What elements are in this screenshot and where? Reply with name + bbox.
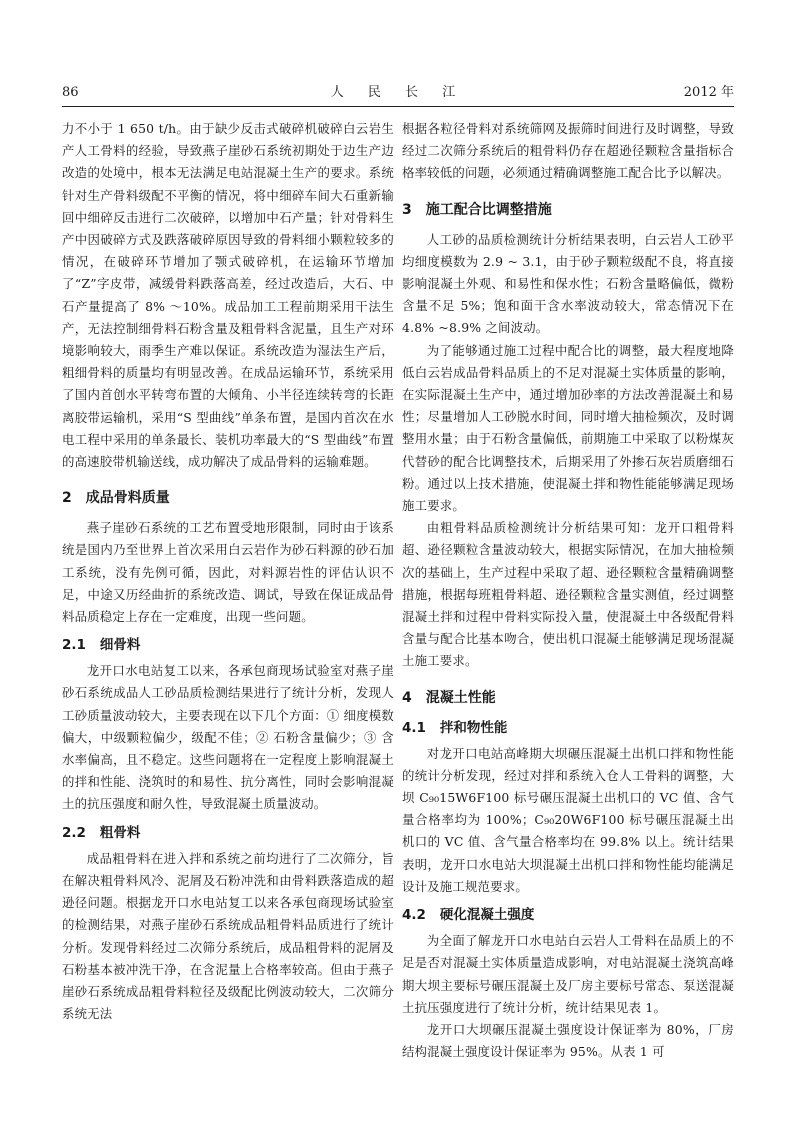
section-number: 2 <box>62 490 72 507</box>
paragraph: 燕子崖砂石系统的工艺布置受地形限制，同时由于该系统是国内乃至世界上首次采用白云岩作为砂石料源的砂石加工系统，没有先例可循，因此，对料源岩性的评估认识不足，中途又历经曲折的系统改造、调试，导致在保证成品骨料品质稳定上存在一定难度，出现一些问题。 <box>62 520 394 625</box>
journal-year: 2012 年 <box>683 85 734 100</box>
journal-title: 人 民 长 江 <box>330 85 466 100</box>
section-heading-2 <box>62 487 394 509</box>
section-number: 3 <box>402 201 412 218</box>
subsection-title: 粗骨料 <box>99 824 141 841</box>
subsection-title: 硬化混凝土强度 <box>439 907 535 924</box>
section-title: 施工配合比调整措施 <box>425 201 552 218</box>
section-title: 混凝土性能 <box>425 689 496 706</box>
paragraph: 对龙开口电站高峰期大坝碾压混凝土出机口拌和物性能的统计分析发现，经过对拌和系统入仓人工骨料的调整，大坝 C₉₀15W6F100 标号碾压混凝土出机口的 VC 值、含气量合格率均为 100%；C₉₀20W6F100 标号碾压混凝土出机口的 VC 值、含气量合格率均在 99.8% 以上。统计结果表明，龙开口水电站大坝混凝土出机口拌和物性能均能满足设计及施工规范要求。 <box>402 745 734 894</box>
subsection-number: 4.1 <box>402 719 426 736</box>
paragraph: 龙开口水电站复工以来，各承包商现场试验室对燕子崖砂石系统成品人工砂品质检测结果进行了统计分析，发现人工砂质量波动较大，主要表现在以下几个方面：① 细度模数偏大，中级颗粒偏少，级配不佳；② 石粉含量偏少；③ 含水率偏高，且不稳定。这些问题将在一定程度上影响混凝土的拌和性能、浇筑时的和易性、抗分离性，同时会影响混凝土的抗压强度和耐久性，导致混凝土质量波动。 <box>62 663 394 812</box>
page-number: 86 <box>62 85 79 100</box>
paragraph: 成品粗骨料在进入拌和系统之前均进行了二次筛分，旨在解决粗骨料风冷、泥屑及石粉冲洗和由骨料跌落造成的超逊径问题。根据龙开口水电站复工以来各承包商现场试验室的检测结果，对燕子崖砂石系统成品粗骨料品质进行了统计分析。发现骨料经过二次筛分系统后，成品粗骨料的泥屑及石粉基本被冲洗干净，在含泥量上合格率较高。但由于燕子崖砂石系统成品粗骨料粒径及级配比例波动较大，二次筛分系统无法 <box>62 850 394 1022</box>
paragraph: 人工砂的品质检测统计分析结果表明，白云岩人工砂平均细度模数为 2.9 ~ 3.1，由于砂子颗粒级配不良，将直接影响混凝土外观、和易性和保水性；石粉含量略偏低，微粉含量不足 5%；饱和面干含水率波动较大，常态情况下在 4.8% ~8.9% 之间波动。 <box>402 231 734 336</box>
paragraph: 为了能够通过施工过程中配合比的调整，最大程度地降低白云岩成品骨料品质上的不足对混凝土实体质量的影响，在实际混凝土生产中，通过增加砂率的方法改善混凝土和易性；尽量增加人工砂脱水时间，同时增大抽检频次，及时调整用水量；由于石粉含量偏低，前期施工中采取了以粉煤灰代替砂的配合比调整技术，后期采用了外掺石灰岩质磨细石粉。通过以上技术措施，使混凝土拌和物性能能够满足现场施工要求。 <box>402 342 734 514</box>
right-column <box>402 118 734 1063</box>
subsection-number: 4.2 <box>402 907 426 924</box>
section-heading-3 <box>402 199 734 221</box>
paragraph: 由粗骨料品质检测统计分析结果可知：龙开口粗骨料超、逊径颗粒含量波动较大，根据实际情况，在加大抽检频次的基础上，生产过程中采取了超、逊径颗粒含量精确调整措施，根据每班粗骨料超、逊径颗粒含量实测值，经过调整混凝土拌和过程中骨料实际投入量，使混凝土中各级配骨料含量与配合比基本吻合，使出机口混凝土能够满足现场混凝土施工要求。 <box>402 520 734 669</box>
paragraph: 为全面了解龙开口水电站白云岩人工骨料在品质上的不足是否对混凝土实体质量造成影响，对电站混凝土浇筑高峰期大坝主要标号碾压混凝土及厂房主要标号常态、泵送混凝土抗压强度进行了统计分析，统计结果见表 1。 <box>402 933 734 1015</box>
paragraph: 力不小于 1 650 t/h。由于缺少反击式破碎机破碎白云岩生产人工骨料的经验，导致燕子崖砂石系统初期处于边生产边改造的处境中，根本无法满足电站混凝土生产的要求。系统针对生产骨料级配不平衡的情况，将中细碎车间大石重新输回中细碎反击进行二次破碎，以增加中石产量；针对骨料生产中因破碎方式及跌落破碎原因导致的骨料细小颗粒较多的情况，在破碎环节增加了颚式破碎机，在运输环节增加了“Z”字皮带，减缓骨料跌落高差，经过改造后，大石、中石产量提高了 8% ～10%。成品加工工程前期采用干法生产，无法控制细骨料石粉含量及粗骨料含泥量，且生产对环境影响较大，雨季生产难以保证。系统改造为湿法生产后，粗细骨料的质量均有明显改善。在成品运输环节，系统采用了国内首创水平转弯布置的大倾角、小半径连续转弯的长距离胶带运输机，采用“S 型曲线”单条布置，是国内首次在水电工程中采用的单条最长、装机功率最大的“S 型曲线”布置的高速胶带机输送线，成功解决了成品骨料的运输难题。 <box>62 121 394 470</box>
left-column <box>62 118 394 1025</box>
subsection-title: 拌和物性能 <box>439 719 508 736</box>
section-title: 成品骨料质量 <box>85 490 170 507</box>
paragraph: 根据各粒径骨料对系统筛网及振筛时间进行及时调整，导致经过二次筛分系统后的粗骨料仍存在超逊径颗粒含量指标合格率较低的问题，必须通过精确调整施工配合比予以解决。 <box>402 121 734 181</box>
subsection-heading-2-2 <box>62 822 394 844</box>
section-number: 4 <box>402 689 412 706</box>
paragraph: 龙开口大坝碾压混凝土强度设计保证率为 80%，厂房结构混凝土强度设计保证率为 95%。从表 1 可 <box>402 1021 734 1060</box>
page-header <box>62 80 734 107</box>
subsection-number: 2.1 <box>62 637 86 654</box>
section-heading-4 <box>402 687 734 709</box>
subsection-title: 细骨料 <box>99 637 141 654</box>
subsection-number: 2.2 <box>62 824 86 841</box>
subsection-heading-2-1 <box>62 634 394 656</box>
subsection-heading-4-1 <box>402 717 734 739</box>
subsection-heading-4-2 <box>402 904 734 926</box>
